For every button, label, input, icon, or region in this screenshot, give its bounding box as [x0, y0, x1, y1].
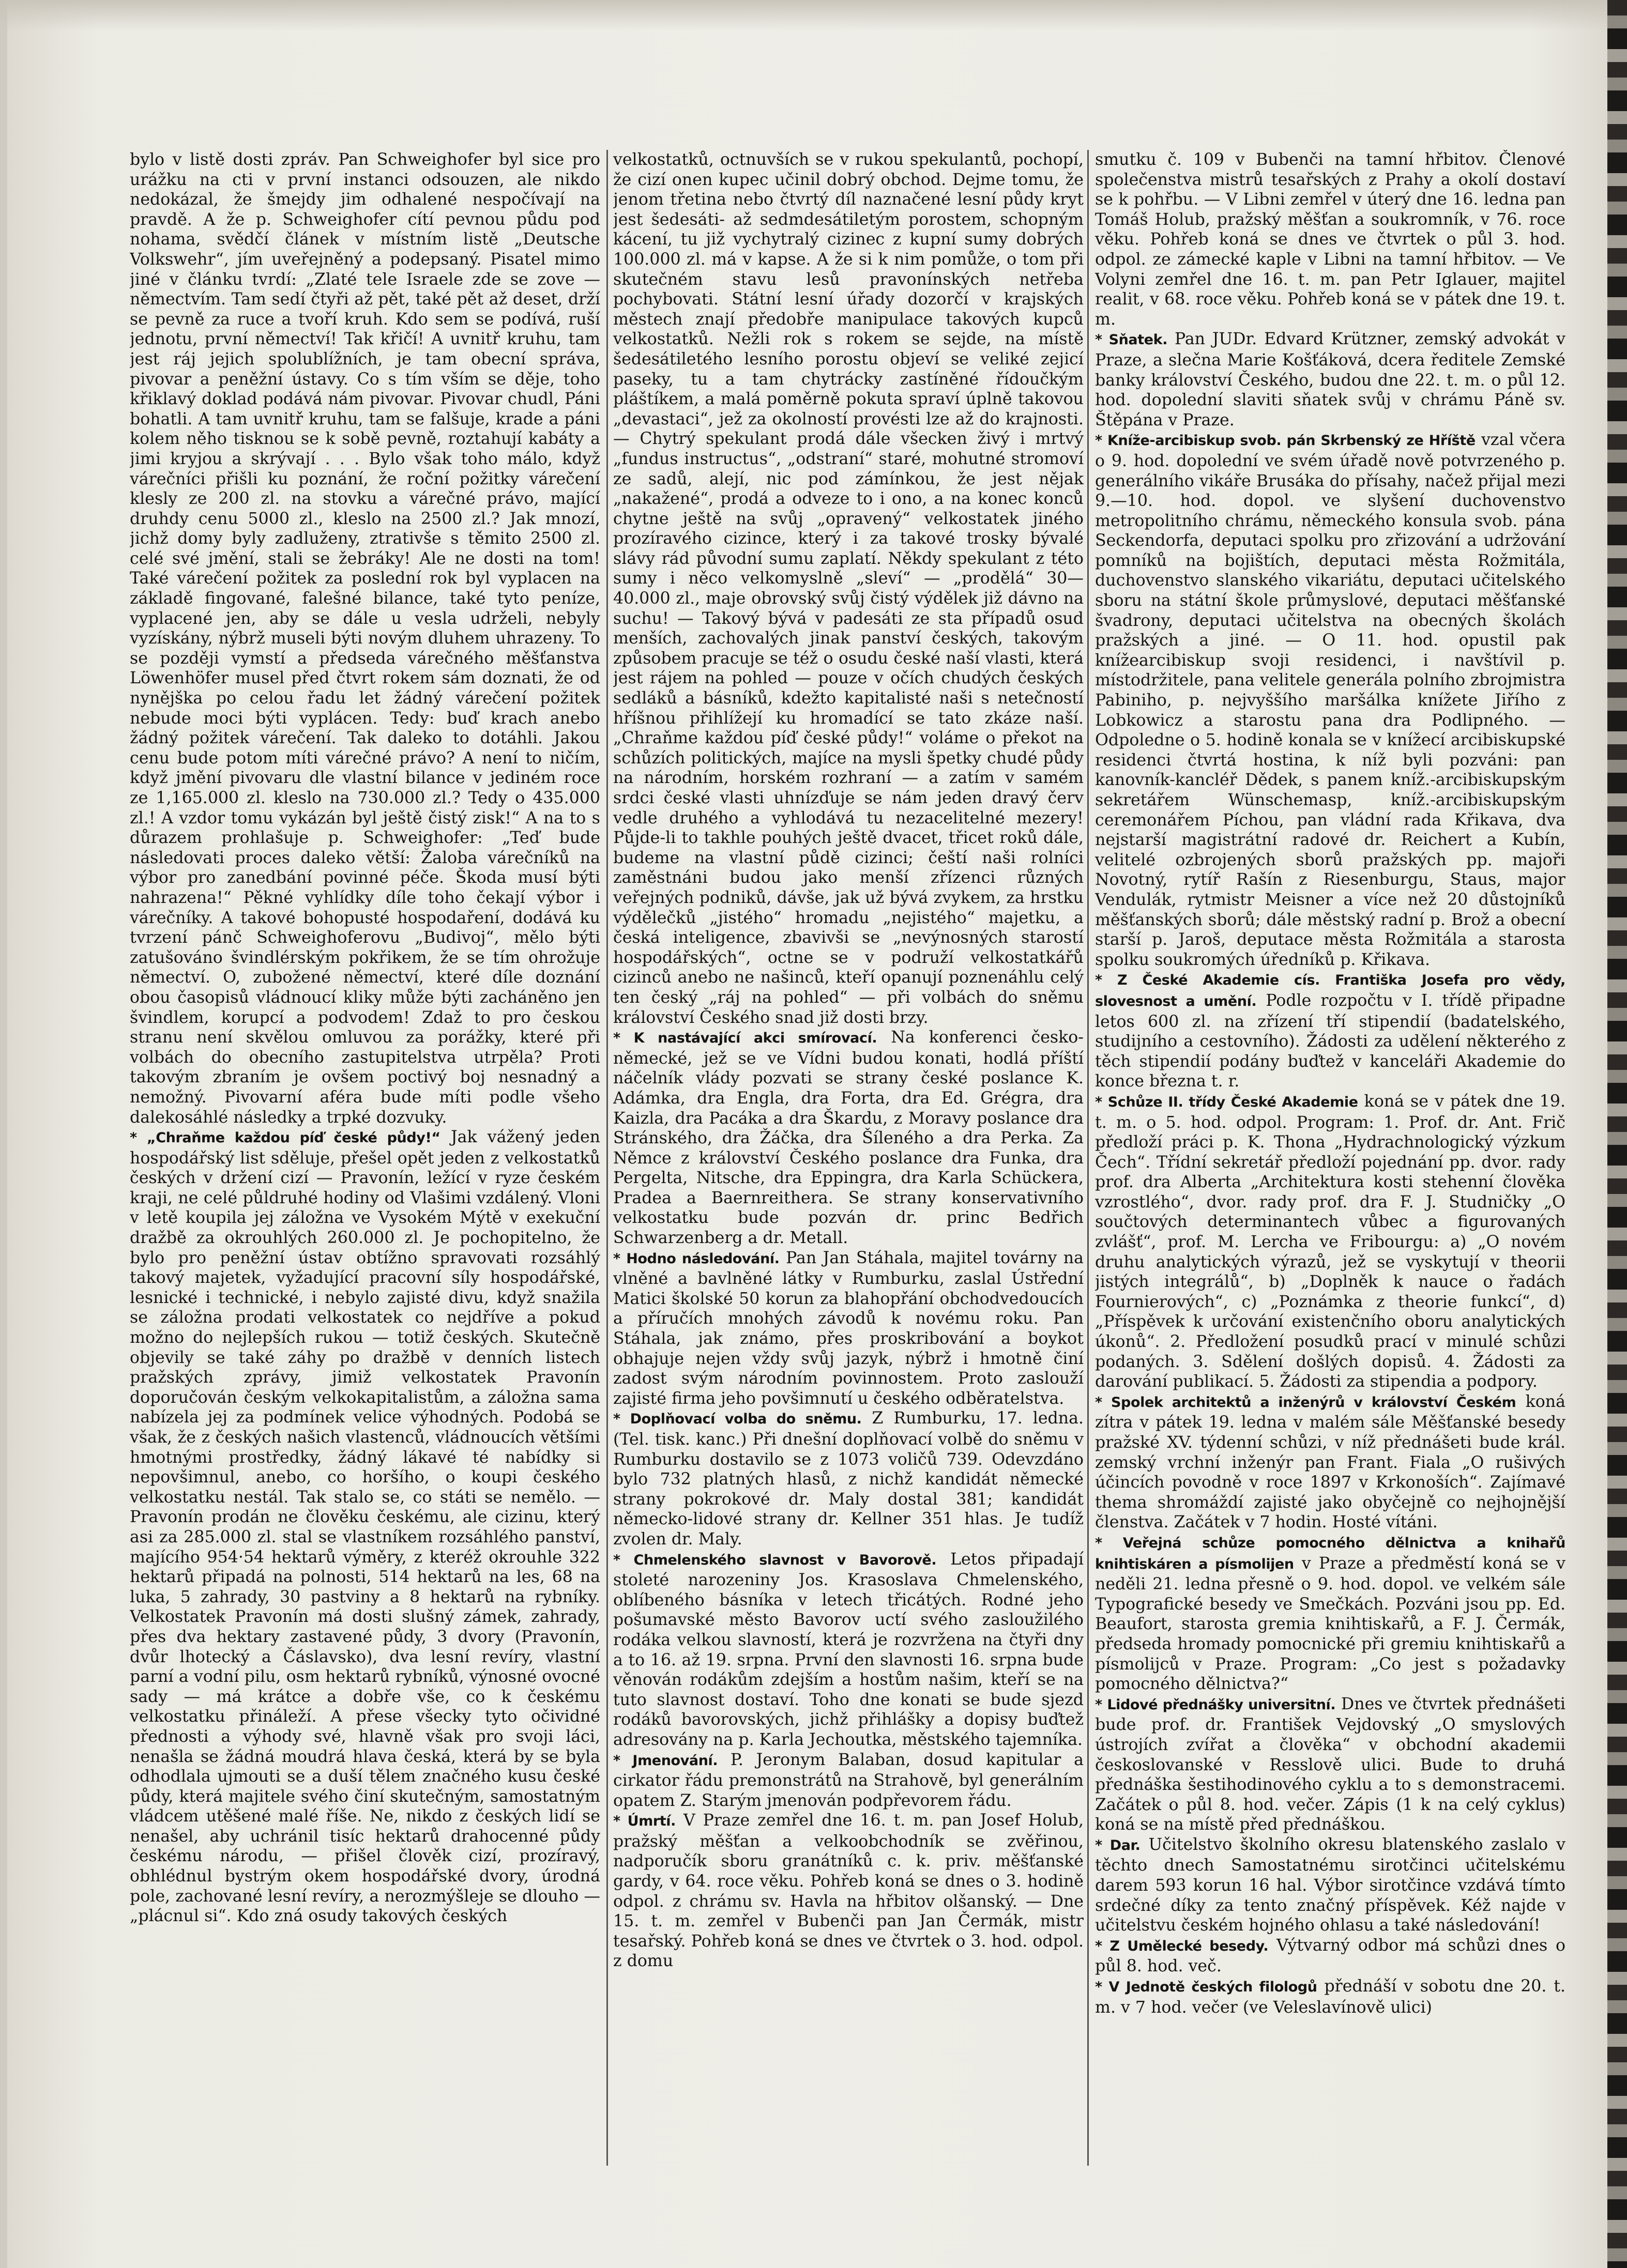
news-item	[130, 1127, 600, 1926]
news-item-heading: * Jmenování.	[613, 1752, 718, 1769]
scan-left-edge	[0, 0, 7, 2268]
news-item-body: P. Jeronym Balaban, dosud kapitular a cirkator řádu premonstrátů na Strahově, byl generálním opatem Z. Starým jmenován podpřevorem řádu.	[613, 1750, 1084, 1810]
news-item	[1095, 430, 1565, 970]
news-item-body: smutku č. 109 v Bubenči na tamní hřbitov. Členové společenstva mistrů tesařských z Prahy a okolí dostaví se k pohřbu. — V Libni zemřel v úterý dne 16. ledna pan Tomáš Holub, pražský měšťan a soukromník, v 76. roce věku. Pohřeb koná se dnes ve čtvrtek o půl 3. hod. odpol. ze zámecké kaple v Libni na tamní hřbitov. — Ve Volyni zemřel dne 16. t. m. pan Petr Iglauer, majitel realit, v 68. roce věku. Pohřeb koná se v pátek dne 19. t. m.	[1095, 150, 1565, 329]
continued-text	[130, 150, 600, 1127]
news-item	[1095, 970, 1565, 1092]
news-item-heading: * Chmelenského slavnost v Bavorově.	[613, 1552, 937, 1568]
news-item	[613, 1811, 1084, 1971]
news-item-body: Pan JUDr. Edvard Krützner, zemský advokát v Praze, a slečna Marie Košťáková, dcera ředitele Zemské banky království Českého, budou dne 22. t. m. o půl 12. hod. dopolední slaviti sňatek svůj v chrámu Páně sv. Štěpána v Praze.	[1095, 330, 1565, 430]
news-item	[1095, 1976, 1565, 2017]
news-item-body: vzal včera o 9. hod. dopolední ve svém úřadě nově potvrzeného p. generálního vikáře Brusáka do přísahy, načež přijal mezi 9.—10. hod. dopol. ve slyšení duchovenstvo metropolitního chrámu, německého konsula svob. pána Seckendorfa, deputaci spolku pro zřizování a udržování pomníků na bojištích, deputaci města Rožmitála, duchovenstvo slanského vikariátu, deputaci učitelského sboru na státní škole průmyslové, deputaci měšťanské švadrony, deputaci učitelstva na obecných školách pražských a jiné. — O 11. hod. opustil pak knížearcibiskup svoji residenci, i navštívil p. místodržitele, pana velitele generála polního zbrojmistra Pabiniho, p. nejvyššího maršálka knížete Jiřího z Lobkowicz a starostu pana dra Podlipného. — Odpoledne o 5. hodině konala se v knížecí arcibiskupské residenci čtvrtá hostina, k níž byli pozváni: pan kanovník-kancléř Dědek, s panem kníž.-arcibiskupským sekretářem Wünschemasp, kníž.-arcibiskupským ceremonářem Píchou, pan vládní rada Křikava, dva nejstarší magistrátní radové dr. Reichert a Kubín, velitelé ozbrojených sborů pražských pp. majoři Novotný, rytíř Rašín z Riesenburgu, Staus, major Vendulák, rytmistr Meisner a více než 20 důstojníků měšťanských sborů; dále městský radní p. Brož a obecní starší p. Jaroš, deputace města Rožmitála a starosta spolku soukromých úředníků p. Křikava.	[1095, 431, 1565, 969]
news-item-heading: * Dar.	[1095, 1837, 1141, 1853]
news-item	[613, 1408, 1084, 1549]
news-item-heading: * Schůze II. třídy České Akademie	[1095, 1094, 1358, 1110]
news-item-body: Výtvarný odbor má schůzi dnes o půl 8. hod. več.	[1095, 1936, 1565, 1976]
news-item-heading: * V Jednotě českých filologů	[1095, 1979, 1317, 1996]
news-item-body: velkostatků, octnuvších se v rukou spekulantů, pochopí, že cizí onen kupec učinil dobrý obchod. Dejme tomu, že jenom třetina nebo čtvrtý díl naznačené lesní půdy kryt jest šedesáti- až sedmdesátiletým porostem, schopným kácení, tu již vychytralý cizinec z kupní sumy dobrých 100.000 zl. má v kapse. A že si k nim pomůže, o tom při skutečném stavu lesů pravonínských netřeba pochybovati. Státní lesní úřady dozorčí v krajských městech znají předobře manipulace takových kupců velkostatků. Nežli rok s rokem se sejde, na místě šedesátiletého lesního porostu objeví se veliké zejicí paseky, tu a tam chytrácky zastíněné řídoučkým pláštíkem, a malá poměrně pokuta spraví úplně takovou „devastaci“, jež za okolností provésti lze až do krajnosti. — Chytrý spekulant prodá dále všecken živý i mrtvý „fundus instructus“, „odstraní“ staré, mohutné stromoví ze sadů, alejí, nic pod zámínkou, že jest nějak „nakažené“, prodá a odveze to i ono, a na konec konců chytne ještě na svůj „opravený“ velkostatek jiného prozíravého cizince, který i za takové trosky bývalé slávy rád původní sumu zaplatí. Někdy spekulant z této sumy i něco velkomyslně „sleví“ — „prodělá“ 30—40.000 zl., maje obrovský svůj čistý výdělek již dávno na suchu! — Takový bývá v padesáti ze sta případů osud menších, zachovalých jinak panství českých, takovým způsobem pracuje se též o osudu české naší vlasti, která jest rájem na pohled — pouze v očích chudých českých sedláků a básníků, kdežto kapitalisté naši s netečností hříšnou přihlížejí ku hromadící se tato zkáze naší. „Chraňme každou píď české půdy!“ voláme o překot na schůzích politických, majíce na mysli špetky chudé půdy na národním, horském rozhraní — a zatím v samém srdci české vlasti uhnízďuje se nám jeden dravý červ vedle druhého a vyhlodává tu nezacelitelné mezery! Půjde-li to takhle pouhých ještě dvacet, třicet roků dále, budeme na vlastní půdě cizinci; čeští naši rolníci zaměstnáni budou jako menší zřízenci různých veřejných podniků, dávše, jak už bývá zvykem, za hrstku výdělečků „jistého“ hromadu „nejistého“ majetku, a česká inteligence, zbavivši se „nevýnosných starostí hospodářských“, octne se v podruží velkostatkářů cizinců anebo ne našinců, kteří opanují poznenáhlu celý ten český „ráj na pohled“ — při volbách do sněmu království Českého snad již dosti brzy.	[613, 150, 1084, 1027]
news-item-heading: * Úmrtí.	[613, 1813, 676, 1830]
news-item-heading: * Lidové přednášky universitní.	[1095, 1696, 1336, 1713]
news-item	[1095, 1533, 1565, 1694]
news-item	[613, 1028, 1084, 1248]
continued-text	[1095, 150, 1565, 329]
news-item-heading: * Kníže-arcibiskup svob. pán Skrbenský ze Hříště	[1095, 433, 1476, 449]
news-item-heading: * Doplňovací volba do sněmu.	[613, 1411, 862, 1428]
news-item-body: Dnes ve čtvrtek přednášeti bude prof. dr. František Vejdovský „O smyslových ústrojích zvířat a člověka“ v obchodní akademii českoslovanské v Resslově ulici. Bude to druhá přednáška šestihodinového cyklu a to s demonstracemi. Začátek o půl 8. hod. večer. Zápis (1 k na celý cyklus) koná se na místě před přednáškou.	[1095, 1694, 1565, 1834]
scan-top-edge	[0, 0, 1627, 31]
news-item-heading: * K nastávající akci smírovací.	[613, 1030, 877, 1047]
text-column-1	[130, 150, 600, 2181]
news-item-body: koná zítra v pátek 19. ledna v malém sále Měšťanské besedy pražské XV. týdenní schůzi, v níž přednášeti bude král. zemský vrchní inženýr pan Frant. Fiala „O rušivých účincích povodně v roce 1897 v Krkonoších“. Zajímavé thema shromáždí zajisté jako obyčejně co nejhojnější členstva. Začátek v 7 hodin. Hosté vítáni.	[1095, 1392, 1565, 1532]
news-item-heading: * „Chraňme každou píď české půdy!“	[130, 1130, 440, 1146]
news-item-heading: * Z České Akademie cís. Františka Josefa pro vědy, slovesnost a umění.	[1095, 972, 1565, 1009]
news-item-heading: * Spolek architektů a inženýrů v království Českém	[1095, 1394, 1516, 1411]
text-column-3	[1095, 150, 1565, 2181]
news-item-body: přednáší v sobotu dne 20. t. m. v 7 hod. večer (ve Veleslavínově ulici)	[1095, 1977, 1565, 2017]
news-item	[1095, 329, 1565, 430]
news-item	[613, 1248, 1084, 1409]
news-item	[1095, 1092, 1565, 1392]
news-item-body: Pan Jan Stáhala, majitel továrny na vlněné a bavlněné látky v Rumburku, zaslal Ústřední Matici školské 50 korun za blahopřání obchodvedoucích a příručích mnohých závodů k novému roku. Pan Stáhala, jak známo, přes proskribování a boykot obhajuje nejen vždy svůj jazyk, nýbrž i hmotně činí zadost svým národním povinnostem. Proto zaslouží zajisté firma jeho povšimnutí u českého odběratelstva.	[613, 1248, 1084, 1408]
news-item-heading: * Hodno následování.	[613, 1250, 780, 1267]
news-item-body: Jak vážený jeden hospodářský list sděluje, přešel opět jeden z velkostatků českých v držení cizí — Pravonín, ležící v ryze českém kraji, ne celé půldruhé hodiny od Vlašimi vzdálený. Vloni v letě koupila jej záložna ve Vysokém Mýtě v exekuční dražbě za okrouhlých 260.000 zl. Je pochopitelno, že bylo pro peněžní ústav obtížno spravovati rozsáhlý takový majetek, vyžadující pracovní síly hospodářské, lesnické i technické, i nebylo zajisté divu, když snažila se záložna prodati velkostatek co nejdříve a pokud možno do nejlepších rukou — totiž českých. Skutečně objevily se také záhy po dražbě v denních listech pražských zprávy, jimiž velkostatek Pravonín doporučován českým velkokapitalistům, a záložna sama nabízela jej za podmínek velice výhodných. Podobá se však, že z českých našich vlastenců, vládnoucích většími hmotnými prostředky, žádný lákavé té nabídky si nepovšimnul, anebo, co horšího, o koupi českého velkostatku nestál. Tak stalo se, co státi se nemělo. — Pravonín prodán ne člověku českému, ale cizinu, který asi za 285.000 zl. stal se vlastníkem rozsáhlého panství, majícího 954·54 hektarů výměry, z kteréž okrouhle 322 hektarů připadá na polnosti, 514 hektarů na les, 68 na luka, 5 zahrady, 30 pastviny a 8 hektarů na rybníky. Velkostatek Pravonín má dosti slušný zámek, zahrady, přes dva hektary zastavené půdy, 3 dvory (Pravonín, dvůr lhotecký a Čáslavsko), dva lesní revíry, vlastní parní a vodní pilu, osm hektarů rybníků, výnosné ovocné sady — má krátce a dobře vše, co k českému velkostatku přináleží. A přese všecky tyto očividné přednosti a výhody své, hlavně však pro svoji láci, nenašla se žádná moudrá hlava česká, která by se byla odhodlala ujmouti se a duší tělem značného kusu české půdy, která majitele svého činí skutečným, samostatným vládcem utěšené malé říše. Ne, nikdo z českých lidí se nenašel, aby uchránil tisíc hektarů drahocenné půdy českému národu, — přišel člověk cizí, prozíravý, obhlédnul bystrým okem hospodářské dvory, úrodná pole, zachované lesní revíry, a nerozmýšleje se dlouho — „plácnul si“. Kdo zná osudy takových českých	[130, 1128, 600, 1926]
news-item	[1095, 1392, 1565, 1533]
news-item-body: bylo v listě dosti zpráv. Pan Schweighofer byl sice pro urážku na cti v první instanci odsouzen, ale nikdo nedokázal, že šmejdy jim odhalené nespočívají na pravdě. A že p. Schweighofer cítí pevnou půdu pod nohama, svědčí článek v místním listě „Deutsche Volkswehr“, jím uveřejněný a podepsaný. Pisatel mimo jiné v článku tvrdí: „Zlaté tele Israele zde se zove — němectvím. Tam sedí čtyři až pět, také pět až deset, drží se pevně za ruce a tvoří kruh. Kdo sem se podívá, ruší jednotu, první němectví! Tak křičí! A uvnitř kruhu, tam jest ráj jejich spolublížních, je tam obecní správa, pivovar a peněžní ústavy. Co s tím vším se děje, toho křiklavý doklad podává nám pivovar. Pivovar chudl, Páni bohatli. A tam uvnitř kruhu, tam se falšuje, krade a páni kolem něho tisknou se k sobě pevně, roztahují kabáty a jimi kryjou a skrývají . . . Bylo však toho málo, když várečníci přišli ku poznání, že roční požitky várečení klesly ze 200 zl. na stovku a várečné právo, mající druhdy cenu 5000 zl., kleslo na 2500 zl.? Jak mnozí, jichž domy byly zadluženy, ztrativše s těmito 2500 zl. celé své jmění, stali se žebráky! Ale ne dosti na tom! Také várečení požitek za poslední rok byl vyplacen na základě fingované, falešné bilance, také tyto peníze, vyplacené jen, aby se dále u vesla udrželi, nebyly vyzískány, nýbrž museli býti novým dluhem uhrazeny. To se později vymstí a předseda várečného měšťanstva Löwenhöfer musel před čtvrt rokem sám doznati, že od nynějška po celou řadu let žádný várečení požitek nebude moci býti vyplácen. Tedy: buď krach anebo žádný požitek várečení. Tak daleko to dotáhli. Jakou cenu bude potom míti várečné právo? A není to ničím, když jmění pivovaru dle vlastní bilance v jediném roce ze 1,165.000 zl. kleslo na 730.000 zl.? Tedy o 435.000 zl.! A vzdor tomu vykázán byl ještě čistý zisk!“ A na to s důrazem prohlašuje p. Schweighofer: „Teď bude následovati proces daleko větší: Žaloba várečníků na výbor pro zanedbání povinné péče. Škoda musí býti nahrazena!“ Pěkné vyhlídky díle toho čekají výbor i várečníky. A takové bohopusté hospodaření, dodává ku tvrzení pánč Schweighoferovu „Budivoj“, mělo býti zatušováno švindlérským pokřikem, že se tím ohrožuje němectví. O, zubožené němectví, které díle doznání obou časopisů vládnoucí kliky může býti zacháněno jen švindlem, korupcí a podvodem! Zdaž to pro českou stranu není skvělou omluvou za porážky, které při volbách do obecního zastupitelstva utrpěla? Proti takovým zbraním je ovšem poctivý boj nesnadný a nemožný. Pivovarní aféra bude míti podle všeho dalekosáhlé následky a trpké dozvuky.	[130, 150, 600, 1127]
news-item-body: v Praze a předměstí koná se v neděli 21. ledna přesně o 9. hod. dopol. ve velkém sále Typografické besedy ve Smečkách. Pozváni jsou pp. Ed. Beaufort, starosta gremia knihtiskařů, a F. J. Čermák, předseda hromady pomocnické při gremiu knihtiskařů a písmolijců v Praze. Program: „Co jest s požadavky pomocného dělnictva?“	[1095, 1554, 1565, 1694]
news-item-heading: * Sňatek.	[1095, 332, 1168, 348]
news-item-body: Učitelstvo školního okresu blatenského zaslalo v těchto dnech Samostatnému sirotčinci učitelskému darem 593 korun 16 hal. Výbor sirotčince vzdává tímto srdečné díky za tento značný příspěvek. Kéž najde v učitelstvu českém hojného ohlasu a také následování!	[1095, 1835, 1565, 1935]
news-item-heading: * Veřejná schůze pomocného dělnictva a knihařů knihtiskáren a písmolijen	[1095, 1535, 1565, 1572]
news-item-body: V Praze zemřel dne 16. t. m. pan Josef Holub, pražský měšťan a velkoobchodník se zvěřinou, nadporučík sboru granátníků c. k. priv. měšťanské gardy, v 64. roce věku. Pohřeb koná se dnes o 3. hodině odpol. z chrámu sv. Havla na hřbitov olšanský. — Dne 15. t. m. zemřel v Bubenči pan Jan Čermák, mistr tesařský. Pohřeb koná se dnes ve čtvrtek o 3. hod. odpol. z domu	[613, 1811, 1084, 1971]
news-item	[613, 1750, 1084, 1811]
news-item-heading: * Z Umělecké besedy.	[1095, 1938, 1269, 1954]
news-item	[613, 1550, 1084, 1750]
news-item	[1095, 1694, 1565, 1835]
news-item	[1095, 1936, 1565, 1976]
scan-right-edge	[1607, 0, 1627, 2268]
news-item-body: koná se v pátek dne 19. t. m. o 5. hod. odpol. Program: 1. Prof. dr. Ant. Frič předloží práci p. K. Thona „Hydrachnologický výzkum Čech“. Třídní sekretář předloží pojednání pp. dvor. rady prof. dra Alberta „Architektura kosti stehenní člověka vzrostlého“, dvor. rady prof. dra F. J. Studničky „O součtových determinantech vůbec a figurovaných zvlášť“, prof. M. Lercha ve Fribourgu: a) „O novém druhu analytických výrazů, jež se vyskytují v theorii jistých integrálů“, b) „Doplněk k nauce o řadách Fournierových“, c) „Poznámka z theorie funkcí“, d) „Příspěvek k určování existenčního oboru analytických úkonů“. 2. Předložení posudků prací v minulé schůzi podaných. 3. Sdělení došlých dopisů. 4. Žádosti za darování publikací. 5. Žádosti za stipendia a podpory.	[1095, 1092, 1565, 1391]
column-divider-1	[606, 150, 608, 2166]
news-item-body: Z Rumburku, 17. ledna. (Tel. tisk. kanc.) Při dnešní doplňovací volbě do sněmu v Rumburku dostavilo se z 1073 voličů 739. Odevzdáno bylo 732 platných hlasů, z nichž kandidát německé strany pokrokové dr. Maly dostal 381; kandidát německo-lidové strany dr. Kellner 351 hlas. Je tudíž zvolen dr. Maly.	[613, 1409, 1084, 1549]
news-item-body: Na konferenci česko-německé, jež se ve Vídni budou konati, hodlá příští náčelník vlády pozvati se strany české poslance K. Adámka, dra Engla, dra Forta, dra Ed. Grégra, dra Kaizla, dra Pacáka a dra Škardu, z Moravy poslance dra Stránského, dra Žáčka, dra Šíleného a dra Perka. Za Němce z království Českého poslance dra Funka, dra Pergelta, Nitsche, dra Eppingra, dra Karla Schückera, Pradea a Baernreithera. Se strany konservativního velkostatku bude pozván dr. princ Bedřich Schwarzenberg a dr. Metall.	[613, 1028, 1084, 1248]
text-column-2	[613, 150, 1084, 2181]
news-item-body: Podle rozpočtu v I. třídě připadne letos 600 zl. na zřízení tří stipendií (badatelského, studijního a cestovního). Žádosti za udělení některého z těch stipendií podány buďtež v kanceláři Akademie do konce března t. r.	[1095, 991, 1565, 1091]
news-item	[1095, 1835, 1565, 1936]
column-divider-2	[1087, 150, 1089, 2166]
continued-text	[613, 150, 1084, 1028]
news-item-body: Letos připadají stoleté narozeniny Jos. Krasoslava Chmelenského, oblíbeného básníka v letech třicátých. Rodné jeho pošumavské město Bavorov uctí svého zasloužilého rodáka velkou slavností, která je rozvržena na čtyři dny a to 16. až 19. srpna. První den slavnosti 16. srpna bude věnován rodákům zdejším a hostům našim, kteří se na tuto slavnost dostaví. Toho dne konati se bude sjezd rodáků bavorovských, jichž přihlášky a dopisy buďtež adresovány na p. Karla Jechoutka, městského tajemníka.	[613, 1550, 1084, 1749]
